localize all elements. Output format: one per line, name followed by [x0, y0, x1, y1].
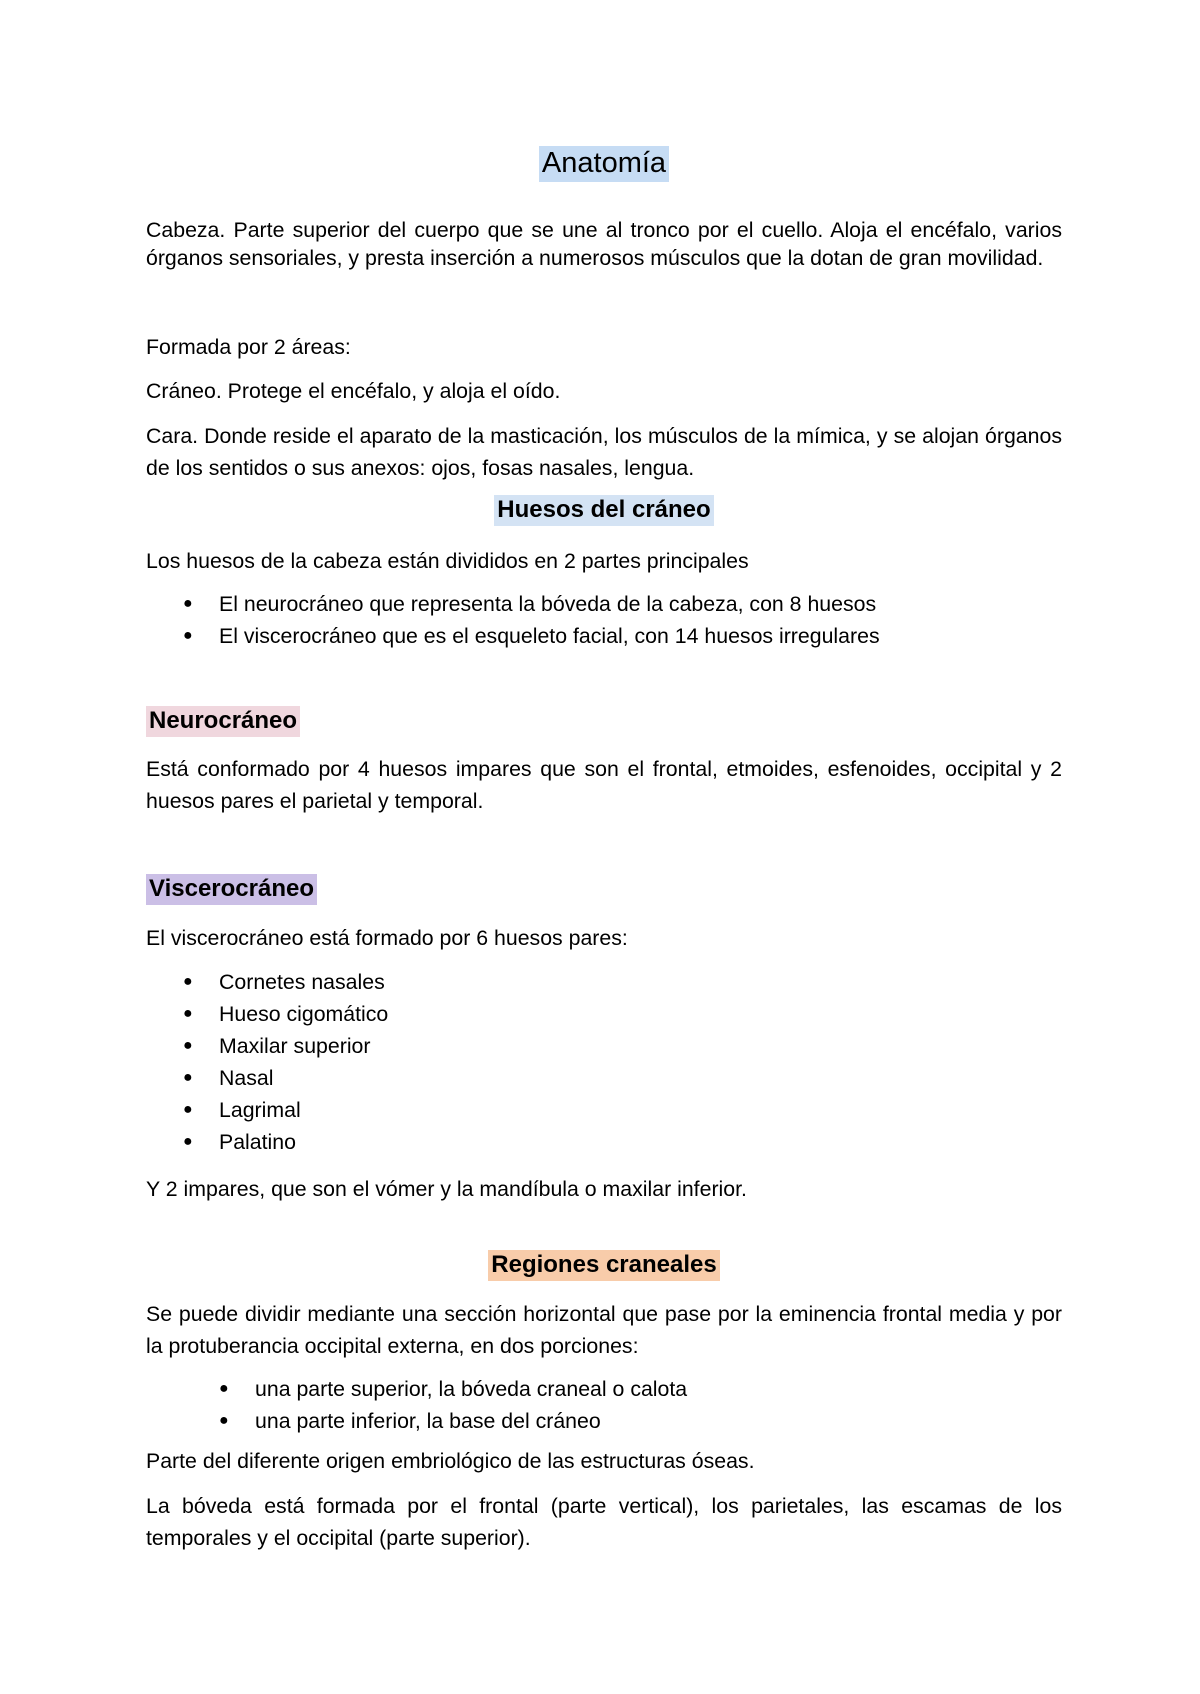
viscero-text: El viscerocráneo está formado por 6 huesos pares:: [146, 926, 628, 950]
list-item: ● Nasal: [146, 1062, 1062, 1094]
list-item: ● El viscerocráneo que es el esqueleto facial, con 14 huesos irregulares: [146, 620, 1062, 652]
neuro-text: Está conformado por 4 huesos impares que son el frontal, etmoides, esfenoides, occipital y 2 huesos pares el parietal y temporal.: [146, 757, 1062, 813]
list-item: ● Maxilar superior: [146, 1030, 1062, 1062]
regiones-heading: Regiones craneales: [488, 1250, 719, 1281]
regiones-list: [146, 1373, 1062, 1437]
formada-text: Formada por 2 áreas:: [146, 335, 351, 359]
neuro-heading: Neurocráneo: [146, 706, 300, 737]
list-item: ● Cornetes nasales: [146, 966, 1062, 998]
regiones-heading-block: [146, 1250, 1062, 1281]
bullet-icon: ●: [183, 1037, 193, 1054]
list-item: ● Hueso cigomático: [146, 998, 1062, 1030]
list-item: ● El neurocráneo que representa la bóveda de la cabeza, con 8 huesos: [146, 588, 1062, 620]
viscero-heading-block: [146, 874, 317, 905]
bullet-icon: ●: [219, 1412, 229, 1429]
huesos-list: [146, 588, 1062, 652]
cara-text: Cara. Donde reside el aparato de la masticación, los músculos de la mímica, y se alojan órganos de los sentidos o sus anexos: ojos, fosas nasales, lengua.: [146, 424, 1062, 480]
bullet-icon: ●: [183, 627, 193, 644]
regiones-p3: La bóveda está formada por el frontal (parte vertical), los parietales, las escamas de los temporales y el occipital (parte superior).: [146, 1494, 1062, 1550]
huesos-text: Los huesos de la cabeza están divididos en 2 partes principales: [146, 549, 749, 573]
viscero-list: [146, 966, 1062, 1158]
bullet-icon: ●: [183, 1101, 193, 1118]
bullet-icon: ●: [183, 1133, 193, 1150]
page-title: Anatomía: [539, 146, 669, 182]
craneo-text: Cráneo. Protege el encéfalo, y aloja el oído.: [146, 379, 561, 403]
intro-paragraph: Cabeza. Parte superior del cuerpo que se une al tronco por el cuello. Aloja el encéfalo, varios órganos sensoriales, y presta inserción a numerosos músculos que la dotan de gran movilidad.: [146, 218, 1062, 270]
bullet-icon: ●: [183, 595, 193, 612]
bullet-icon: ●: [183, 1069, 193, 1086]
list-item: ● Palatino: [146, 1126, 1062, 1158]
viscero-heading: Viscerocráneo: [146, 874, 317, 905]
regiones-text: Se puede dividir mediante una sección horizontal que pase por la eminencia frontal media y por la protuberancia occipital externa, en dos porciones:: [146, 1302, 1062, 1358]
bullet-icon: ●: [183, 973, 193, 990]
title-block: [146, 146, 1062, 182]
bullet-icon: ●: [219, 1380, 229, 1397]
regiones-p2: Parte del diferente origen embriológico de las estructuras óseas.: [146, 1449, 755, 1473]
neuro-heading-block: [146, 706, 300, 737]
huesos-heading-block: [146, 495, 1062, 526]
list-item: ● una parte inferior, la base del cráneo: [146, 1405, 1062, 1437]
list-item: ● una parte superior, la bóveda craneal o calota: [146, 1373, 1062, 1405]
viscero-after-text: Y 2 impares, que son el vómer y la mandíbula o maxilar inferior.: [146, 1177, 747, 1201]
bullet-icon: ●: [183, 1005, 193, 1022]
huesos-heading: Huesos del cráneo: [494, 495, 713, 526]
list-item: ● Lagrimal: [146, 1094, 1062, 1126]
